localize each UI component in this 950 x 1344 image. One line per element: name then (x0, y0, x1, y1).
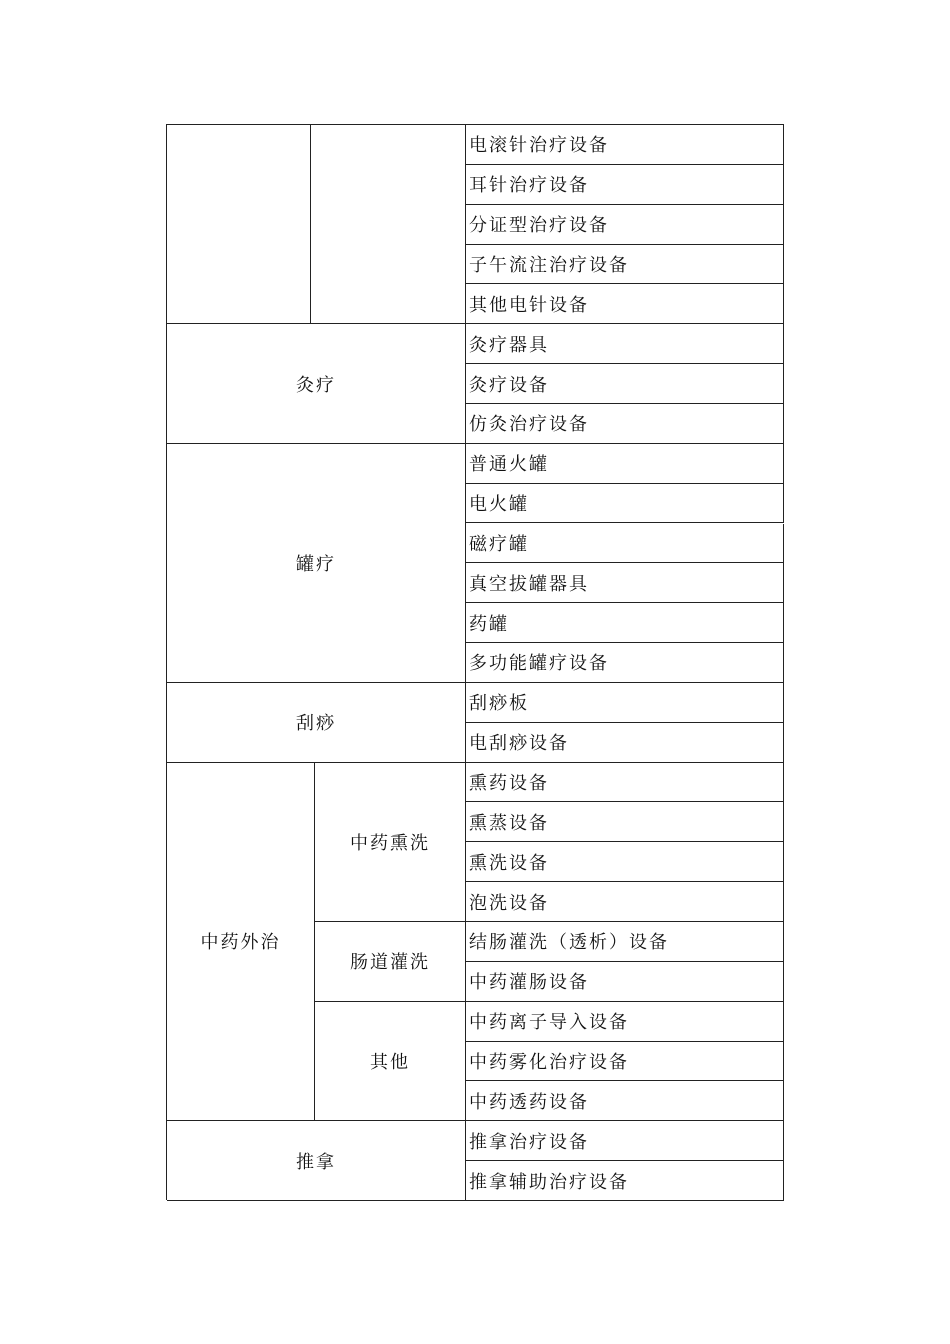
table-cell-group (167, 125, 311, 324)
table-cell-item: 灸疗器具 (466, 324, 784, 364)
table-cell-item: 其他电针设备 (466, 284, 784, 324)
table-cell-item: 中药灌肠设备 (466, 962, 784, 1002)
table-cell-subgroup: 肠道灌洗 (315, 922, 466, 1002)
table-cell-item: 子午流注治疗设备 (466, 245, 784, 285)
table-cell-group: 中药外治 (167, 763, 315, 1122)
table-cell-item: 中药离子导入设备 (466, 1002, 784, 1042)
table-cell-item: 普通火罐 (466, 444, 784, 484)
table-cell-item: 分证型治疗设备 (466, 205, 784, 245)
table-cell-group: 刮痧 (167, 683, 466, 763)
equipment-table (166, 124, 784, 1200)
table-cell-item: 推拿治疗设备 (466, 1121, 784, 1161)
table-cell-subgroup (311, 125, 466, 324)
table-cell-item: 磁疗罐 (466, 524, 784, 564)
table-cell-item: 刮痧板 (466, 683, 784, 723)
table-cell-item: 电刮痧设备 (466, 723, 784, 763)
table-cell-item: 耳针治疗设备 (466, 165, 784, 205)
table-cell-subgroup: 中药熏洗 (315, 763, 466, 922)
table-cell-item: 电滚针治疗设备 (466, 125, 784, 165)
table-cell-item: 真空拔罐器具 (466, 563, 784, 603)
table-cell-subgroup: 其他 (315, 1002, 466, 1122)
table-cell-item: 多功能罐疗设备 (466, 643, 784, 683)
table-cell-item: 熏蒸设备 (466, 802, 784, 842)
table-cell-item: 熏洗设备 (466, 842, 784, 882)
table-cell-group: 灸疗 (167, 324, 466, 444)
table-cell-item: 结肠灌洗（透析）设备 (466, 922, 784, 962)
table-cell-item: 仿灸治疗设备 (466, 404, 784, 444)
table-cell-item: 药罐 (466, 603, 784, 643)
table-cell-item: 电火罐 (466, 484, 784, 524)
table-cell-item: 中药雾化治疗设备 (466, 1042, 784, 1082)
table-cell-item: 泡洗设备 (466, 882, 784, 922)
table-cell-group: 推拿 (167, 1121, 466, 1201)
table-cell-item: 灸疗设备 (466, 364, 784, 404)
table-cell-item: 中药透药设备 (466, 1081, 784, 1121)
table-cell-item: 熏药设备 (466, 763, 784, 803)
table-cell-item: 推拿辅助治疗设备 (466, 1161, 784, 1201)
table-cell-group: 罐疗 (167, 444, 466, 683)
